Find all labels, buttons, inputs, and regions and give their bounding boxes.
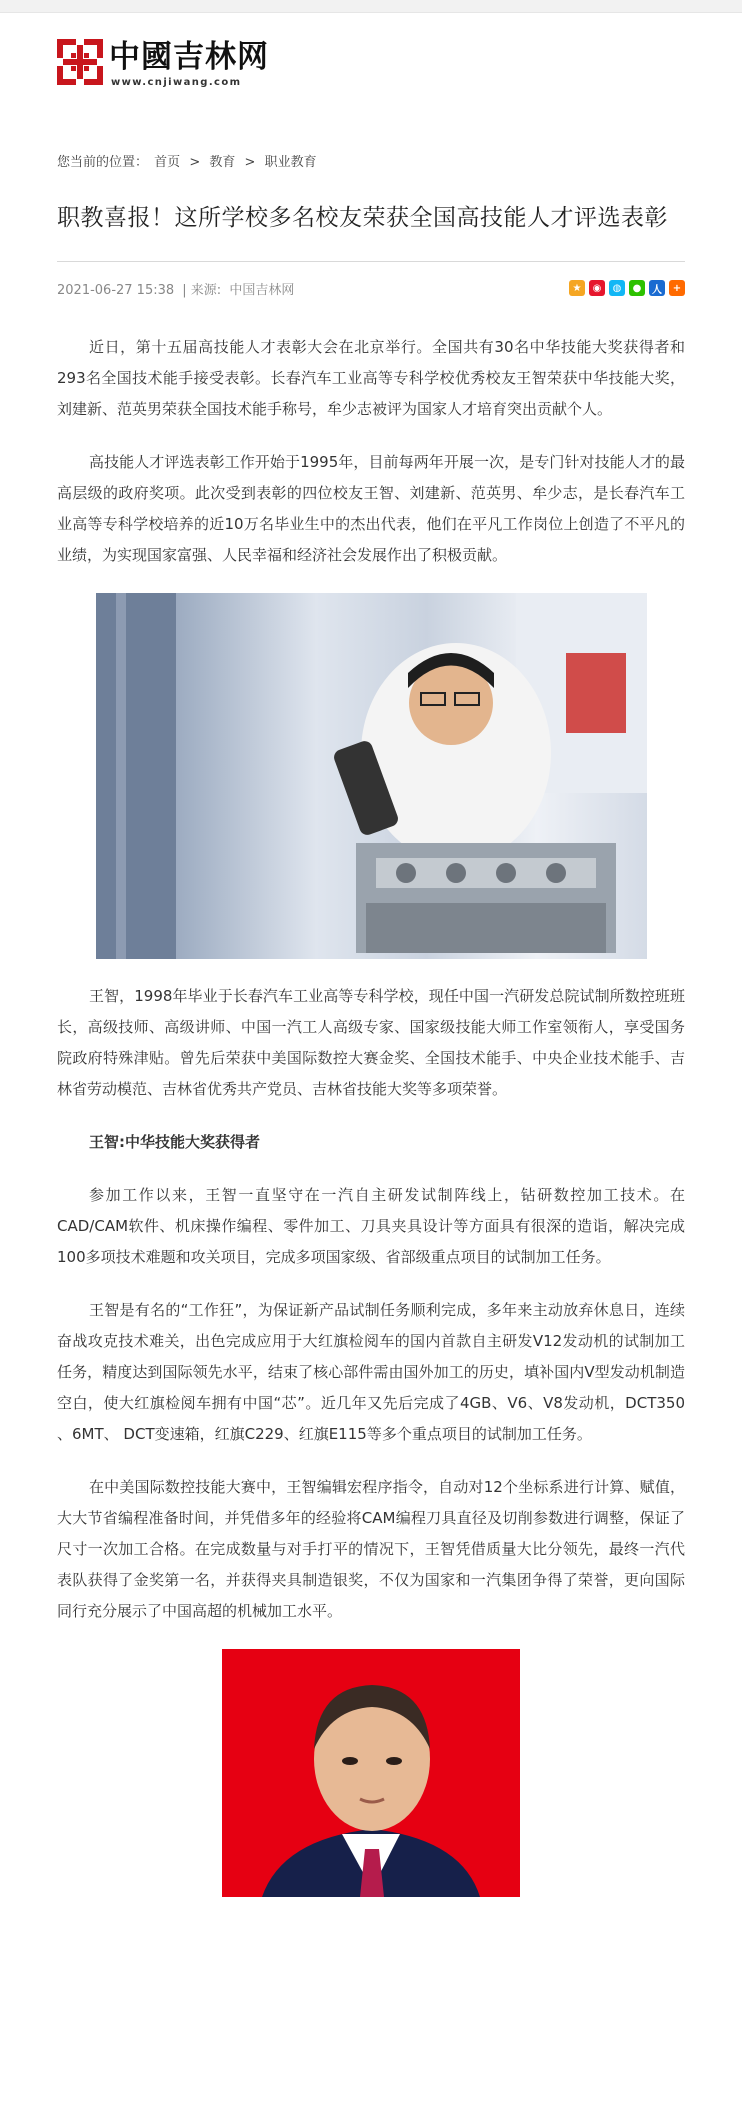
breadcrumb-home[interactable]: 首页 [154, 155, 181, 170]
logo-text: 中國吉林网 [109, 39, 269, 75]
breadcrumb-sep: > [244, 155, 256, 170]
qq-icon[interactable]: ◍ [609, 280, 625, 296]
more-icon[interactable]: + [669, 280, 685, 296]
engineer-at-engine-photo [96, 593, 647, 959]
logo-emblem-icon [57, 39, 103, 85]
paragraph: 参加工作以来，王智一直坚守在一汽自主研发试制阵线上，钻研数控加工技术。在CAD/CAM软件、机床操作编程、零件加工、刀具夹具设计等方面具有很深的造诣，解决完成100多项技术难题和攻关项目，完成多项国家级、省部级重点项目的试制加工任务。 [57, 1186, 685, 1266]
breadcrumb [57, 153, 685, 173]
qzone-icon[interactable]: ★ [569, 280, 585, 296]
paragraph: 王智是有名的“工作狂”，为保证新产品试制任务顺利完成，多年来主动放弃休息日，连续奋战攻克技术难关，出色完成应用于大红旗检阅车的国内首款自主研发V12发动机的试制加工任务，精度达到国际领先水平，结束了核心部件需由国外加工的历史，填补国内V型发动机制造空白，使大红旗检阅车拥有中国“芯”。近几年又先后完成了4GB、V6、V8发动机，DCT350 、6MT、 DCT变速箱，红旗C229、红旗E115等多个重点项目的试制加工任务。 [57, 1301, 685, 1443]
breadcrumb-prefix: 您当前的位置： [57, 155, 149, 170]
site-logo[interactable] [57, 39, 269, 88]
figure [57, 593, 685, 959]
source-label: | 来源: [182, 282, 222, 298]
section-subtitle: 王智:中华技能大奖获得者 [89, 1133, 260, 1151]
weibo-icon[interactable]: ◉ [589, 280, 605, 296]
source-name: 中国吉林网 [229, 282, 295, 298]
paragraph: 高技能人才评选表彰工作开始于1995年，目前每两年开展一次，是专门针对技能人才的最高层级的政府奖项。此次受到表彰的四位校友王智、刘建新、范英男、牟少志，是长春汽车工业高等专科学校培养的近10万名毕业生中的杰出代表，他们在平凡工作岗位上创造了不平凡的业绩，为实现国家富强、人民幸福和经济社会发展作出了积极贡献。 [57, 453, 685, 564]
paragraph: 王智，1998年毕业于长春汽车工业高等专科学校，现任中国一汽研发总院试制所数控班班长，高级技师、高级讲师、中国一汽工人高级专家、国家级技能大师工作室领衔人，享受国务院政府特殊津贴。曾先后荣获中美国际数控大赛金奖、全国技术能手、中央企业技术能手、吉林省劳动模范、吉林省优秀共产党员、吉林省技能大奖等多项荣誉。 [57, 987, 685, 1098]
figure [57, 1649, 685, 1897]
share-bar [569, 280, 685, 296]
article-title: 职教喜报！这所学校多名校友荣获全国高技能人才评选表彰 [57, 205, 668, 231]
breadcrumb-sep: > [189, 155, 201, 170]
paragraph: 近日，第十五届高技能人才表彰大会在北京举行。全国共有30名中华技能大奖获得者和293名全国技术能手接受表彰。长春汽车工业高等专科学校优秀校友王智荣获中华技能大奖，刘建新、范英男荣获全国技术能手称号，牟少志被评为国家人才培育突出贡献个人。 [57, 338, 685, 418]
article-meta [57, 270, 685, 306]
breadcrumb-education[interactable]: 教育 [209, 155, 236, 170]
site-header [57, 13, 685, 101]
portrait-photo [222, 1649, 520, 1897]
article-body [57, 332, 685, 1897]
divider [57, 261, 685, 262]
renren-icon[interactable]: 人 [649, 280, 665, 296]
paragraph: 在中美国际数控技能大赛中，王智编辑宏程序指令，自动对12个坐标系进行计算、赋值，大大节省编程准备时间，并凭借多年的经验将CAM编程刀具直径及切削参数进行调整，保证了尺寸一次加工合格。在完成数量与对手打平的情况下，王智凭借质量大比分领先，最终一汽代表队获得了金奖第一名，并获得夹具制造银奖，不仅为国家和一汽集团争得了荣誉，更向国际同行充分展示了中国高超的机械加工水平。 [57, 1478, 685, 1620]
page-container [57, 13, 685, 1897]
logo-url: www.cnjiwang.com [111, 77, 242, 88]
top-bar [0, 0, 742, 13]
publish-datetime: 2021-06-27 15:38 [57, 282, 175, 298]
breadcrumb-vocational[interactable]: 职业教育 [264, 155, 317, 170]
wechat-icon[interactable]: ● [629, 280, 645, 296]
